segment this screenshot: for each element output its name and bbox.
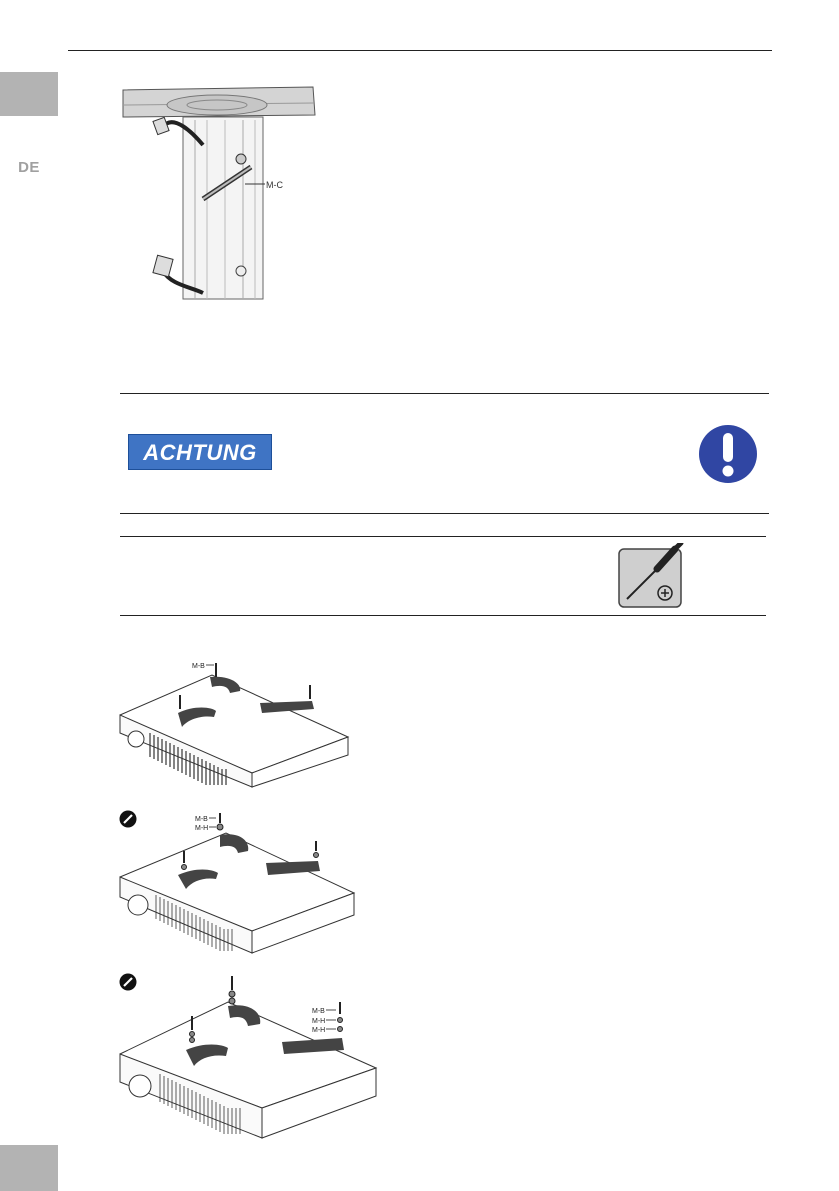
stand-illustration <box>115 75 325 305</box>
stand-part-label: M-C <box>266 180 283 190</box>
warning-bottom-rule <box>120 513 769 514</box>
screw-label: M-B <box>312 1008 325 1015</box>
page-number-tab <box>0 1145 58 1191</box>
language-code: DE <box>10 158 48 178</box>
phillips-screwdriver-icon <box>617 543 687 609</box>
warning-badge: ACHTUNG <box>128 434 272 470</box>
screw-label: M-B <box>195 816 208 823</box>
tool-bottom-rule <box>120 615 766 616</box>
projector-illustration-3 <box>112 968 384 1144</box>
tool-top-rule <box>120 536 766 537</box>
screw-label: M-B <box>192 663 205 670</box>
projector-illustration-1 <box>112 655 362 795</box>
header-rule <box>68 50 772 51</box>
nut-label: M-H <box>195 825 209 832</box>
exclamation-icon <box>697 423 759 485</box>
nut-label: M-H <box>312 1018 326 1025</box>
language-tab <box>0 72 58 176</box>
projector-illustration-2 <box>112 805 362 963</box>
nut-label: M-H <box>312 1027 326 1034</box>
warning-top-rule <box>120 393 769 394</box>
